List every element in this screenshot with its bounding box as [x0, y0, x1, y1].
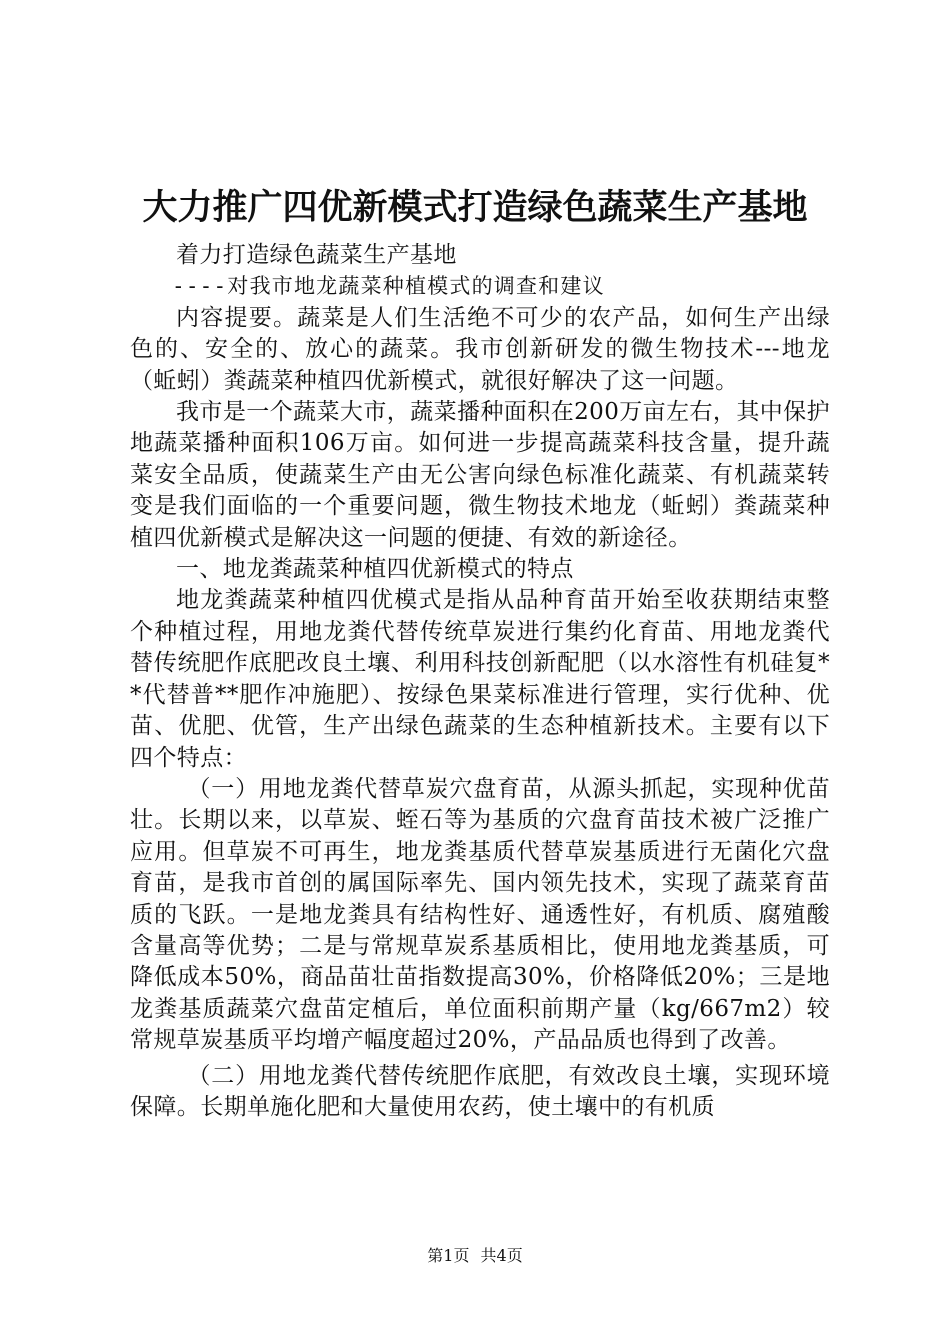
paragraph-abstract: 内容提要。蔬菜是人们生活绝不可少的农产品，如何生产出绿色的、安全的、放心的蔬菜。我市创新研发的微生物技术---地龙（蚯蚓）粪蔬菜种植四优新模式，就很好解决了这一问题。 [130, 304, 830, 394]
document-body [130, 240, 830, 1123]
paragraph-model-definition: 地龙粪蔬菜种植四优模式是指从品种育苗开始至收获期结束整个种植过程，用地龙粪代替传统草炭进行集约化育苗、用地龙粪代替传统肥作底肥改良土壤、利用科技创新配肥（以水溶性有机硅复**代替普**肥作冲施肥）、按绿色果菜标准进行管理，实行优种、优苗、优肥、优管，生产出绿色蔬菜的生态种植新技术。主要有以下四个特点： [130, 587, 830, 771]
paragraph-feature-1: （一）用地龙粪代替草炭穴盘育苗，从源头抓起，实现种优苗壮。长期以来，以草炭、蛭石等为基质的穴盘育苗技术被广泛推广应用。但草炭不可再生，地龙粪基质代替草炭基质进行无菌化穴盘育苗，是我市首创的属国际率先、国内领先技术，实现了蔬菜育苗质的飞跃。一是地龙粪具有结构性好、通透性好，有机质、腐殖酸含量高等优势；二是与常规草炭系基质相比，使用地龙粪基质，可降低成本50%，商品苗壮苗指数提高30%，价格降低20%；三是地龙粪基质蔬菜穴盘苗定植后，单位面积前期产量（kg/667m2）较常规草炭基质平均增产幅度超过20%，产品品质也得到了改善。 [130, 775, 830, 1054]
paragraph-intro: 我市是一个蔬菜大市，蔬菜播种面积在200万亩左右，其中保护地蔬菜播种面积106万亩。如何进一步提高蔬菜科技含量，提升蔬菜安全品质，使蔬菜生产由无公害向绿色标准化蔬菜、有机蔬菜转变是我们面临的一个重要问题，微生物技术地龙（蚯蚓）粪蔬菜种植四优新模式是解决这一问题的便捷、有效的新途径。 [130, 399, 830, 551]
subtitle: 着力打造绿色蔬菜生产基地 [176, 242, 457, 268]
section-heading: 一、地龙粪蔬菜种植四优新模式的特点 [176, 556, 574, 583]
paragraph-feature-2: （二）用地龙粪代替传统肥作底肥，有效改良土壤，实现环境保障。长期单施化肥和大量使用农药，使土壤中的有机质 [130, 1062, 830, 1120]
document-title: 大力推广四优新模式打造绿色蔬菜生产基地 [142, 187, 808, 228]
page-footer [0, 1245, 950, 1267]
page-number: 第1页 [427, 1246, 470, 1265]
subheading: ----对我市地龙蔬菜种植模式的调查和建议 [172, 274, 605, 299]
page-total: 共4页 [480, 1246, 523, 1265]
